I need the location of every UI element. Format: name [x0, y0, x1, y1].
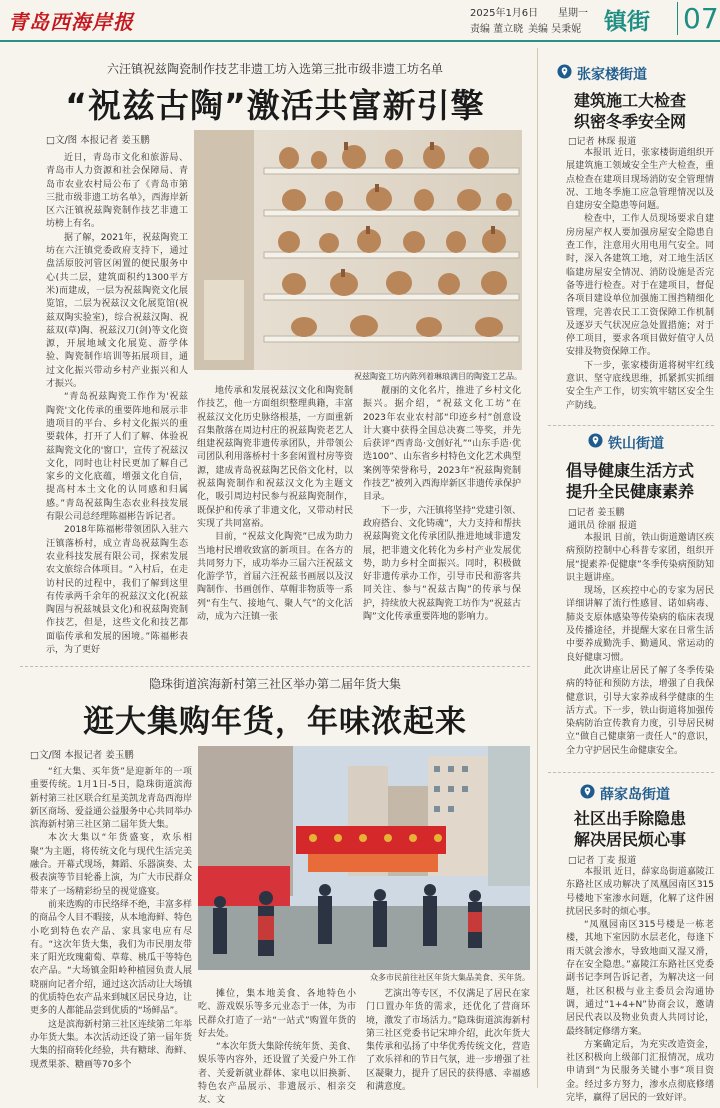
ceramics-photo — [194, 130, 522, 370]
market-photo-caption: 众多市民前往社区年货大集品美食、买年货。 — [370, 973, 530, 982]
article1-column-1 — [46, 152, 188, 662]
sidebar-separator — [548, 772, 714, 773]
paragraph: 这是滨海新村第三社区连续第二年举办年货大集。本次活动还设了第一届年货大集的招商转化经验，共有糖球、海鲜、现煮果茶、糖画等70多个 — [30, 1019, 193, 1070]
editor-credit: 责编 董立晓 — [470, 24, 524, 35]
newspaper-logo: 青岛西海岸报 — [8, 10, 134, 34]
article1-column-3 — [363, 385, 521, 660]
sidebar-headline-3: 社区出手除隐患 解决居民烦心事 — [573, 809, 686, 849]
paragraph: 目前，“祝兹文化陶瓷”已成为助力当地村民增收致富的新项目。在各方的共同努力下，成功举办三届六汪祝兹文化游学节，首届六汪祝兹书画展以及汉陶制作、书画创作、草帽非物质等一系列“有生气、接地气、聚人气”的文化活动，成为六汪镇一张 — [197, 532, 353, 623]
page-number: 07 — [677, 2, 719, 35]
ceramics-shelves-image — [194, 130, 522, 370]
paragraph: 据了解，2021年，祝兹陶瓷工坊在六汪镇党委政府支持下，通过盘活原胶河管区闲置的便民服务中心(共二层，建筑面积约1300平方米)而建成，一层为祝兹陶瓷文化展览馆，二层为祝兹汉文化展览馆(祝兹双陶实验室)，综合祝兹汉陶、祝兹双(草)陶、祝兹汉刀(剑)等文化资源，开展地域文化展览、游学体验、陶瓷制作培训等拓展项目，通过文化振兴带动乡村产业振兴和人才振兴。 — [46, 232, 188, 390]
paragraph: “本次年货大集除传统年货、美食、娱乐等内容外，还设置了关爱户外工作者、关爱新就业群体、家电以旧换新、特色农产品展示、非遗展示、相亲交友、文 — [198, 1042, 356, 1106]
article1-byline: □文/图 本报记者 姜玉鹏 — [46, 135, 150, 146]
location-pin-icon — [557, 64, 572, 79]
sidebar-byline-3: □记者 丁麦 报道 — [568, 856, 637, 866]
designer-credit: 美编 吴秉妮 — [528, 24, 582, 35]
sidebar-body-2: 本报讯 日前，铁山街道邀请区疾病预防控制中心科普专家团，组织开展“提素养·促健康”冬季传染病预防知识主题讲座。 现场，区疾控中心的专家为居民详细讲解了流行性感冒、诺如病毒、肺炎支原体感染等传染病的临床表现及传播途径，并提醒大家在日常生活中要养成勤洗手、勤通风、常运动的良好健康习惯。 此次讲座让居民了解了冬季传染病的特征和预防方法，增强了自我保健意识，引导大家养成科学健康的生活方式。下一步，铁山街道将加强传染病防治宣传教育力度，引导居民树立“做自己健康第一责任人”的意识，全力守护居民生命健康安全。 — [566, 533, 714, 756]
paragraph: 2018年陈福彬带领团队入驻六汪镇落桥村，成立青岛祝兹陶生态农业科技发展有限公司，探索发展农文旅综合体项目。“入村后，在走访村民的过程中，我们了解到这里有传承两千余年的祝兹汉文化(祝兹陶固与祝兹城县文化)和祝兹陶瓷制作技艺，但是，这些文化和技艺都面临传承和发展的困境。”陈福彬表示，为了更好 — [46, 525, 188, 655]
sidebar-separator — [548, 425, 714, 426]
sidebar-body-1: 本报讯 近日，张家楼街道组织开展建筑施工领域安全生产大检查，重点检查在建项目现场消防安全管理情况、工地冬季施工应急管理情况以及自建房安全隐患等问题。 检查中，工作人员现场要求自建房房屋产权人要加强房屋安全隐患自查工作，注意用火用电用气安全。同时，深入各建筑工地，对工地生活区临建房屋安全情况、消防设施是否完备等进行检查。对于在建项目，督促各项目建设单位加强施工围挡精细化管理，完善农民工工资保障工作机制及逐岁天气状况应急处置措施；对于停工项目，要求各项目做好值守人员安排及物资保障工作。 下一步，张家楼街道将树牢红线意识、坚守底线思维，抓紧抓实抓细安全生产工作，切实筑牢辖区安全生产防线。 — [566, 148, 714, 411]
paragraph: 靓丽的文化名片，推进了乡村文化振兴。据介绍，“祝兹文化工坊”在2023年农业农村部“印迹乡村”创意设计大赛中获得全国总决赛二等奖，并先后获评“西青岛·文创好礼”“山东手造·优选100”、山东省乡村特色文化艺术典型案例等荣誉称号，2023年“祝兹陶瓷制作技艺”被列入西海岸新区非遗传承保护目录。 — [363, 386, 521, 503]
sidebar-street-tieshan — [608, 433, 664, 453]
sidebar-street-zhangjialou — [577, 64, 647, 84]
masthead — [0, 0, 720, 42]
market-photo — [198, 746, 530, 970]
article2-column-3 — [366, 988, 530, 1093]
article2-kicker: 隐珠街道滨海新村第三社区举办第二届年货大集 — [148, 677, 401, 691]
paragraph: 地传承和发展祝兹汉文化和陶瓷制作技艺，他一方面组织整理典籍，丰富祝兹汉文化历史脉络根基，一方面重新召集散落在周边村庄的祝兹陶瓷老艺人组建祝兹陶瓷非遗传承团队，并带领公司团队利用落桥村十多套闲置村房等资源，建成青岛祝兹陶艺民俗文化村，以祝兹陶瓷制作和祝兹汉文化为主题文化，吸引周边村民参与祝兹陶瓷制作，既保护和传承了非遗文化，又带动村民实现了共同富裕。 — [197, 386, 353, 529]
article2-column-1 — [30, 766, 192, 1090]
paragraph: 前来选购的市民络绎不绝，丰富多样的商品令人目不暇接，从本地海鲜、特色小吃到特色农产品、家具家电应有尽有。“这次年货大集，我们为市民朋友带来了阳光玫瑰葡萄、草莓、桃瓜干等特色农产品。“大场镇金阳岭种植园负责人展晓丽向记者介绍，通过这次活动让大场镇的优质特色农产品来到城区居民身边，让更多的人都能品尝到优质的“场鲜品”。 — [30, 899, 193, 1017]
issue-weekday: 星期一 — [558, 8, 588, 19]
sidebar-byline-2a: □记者 姜玉鹏 — [568, 508, 625, 518]
section-title: 镇街 — [604, 9, 650, 35]
new-year-market-image — [198, 746, 530, 970]
paragraph: “红大集、买年货”是迎新年的一项重要传统。1月1日-5日，隐珠街道滨海新村第三社区联合红星美凯龙青岛西海岸新区商场、爱益通公益服务中心共同举办滨海新村第三社区第二届年货大集。 — [30, 767, 193, 831]
paragraph: 下一步，六汪镇将坚持“党建引领、政府搭台、文化铸魂”，大力支持和帮扶祝兹陶瓷文化传承团队推进地域非遗发展，把非遗文化转化为乡村产业发展优势，助力乡村全面振兴。同时，积极做好非遗传承办工作，引导市民和游客共同关注、参与“祝兹古陶”的传承与保护，持续放大祝兹陶瓷工坊作为“祝兹古陶”文化传承重要阵地的影响力。 — [363, 505, 521, 623]
article2-headline: 逛大集购年货，年味浓起来 — [83, 704, 467, 740]
sidebar-byline-2b: 通讯员 徐丽 报道 — [568, 521, 637, 531]
ceramics-photo-caption: 祝兹陶瓷工坊内陈列着琳琅满目的陶瓷工艺品。 — [354, 372, 522, 381]
article1-kicker: 六汪镇祝兹陶瓷制作技艺非遗工坊入选第三批市级非遗工坊名单 — [106, 62, 443, 76]
paragraph: 近日，青岛市文化和旅游局、青岛市人力资源和社会保障局、青岛市农业农村局公布了《青岛市第三批市级非遗工坊名单》，西海岸新区六汪镇祝兹陶瓷制作技艺非遗工坊榜上有名。 — [46, 153, 188, 230]
street-name: 铁山街道 — [608, 436, 664, 452]
street-name: 薛家岛街道 — [600, 787, 670, 803]
sidebar-byline-1: □记者 林琛 报道 — [568, 137, 637, 147]
paragraph: 摊位，集本地美食、各地特色小吃、游戏娱乐等多元业态于一体，为市民群众打造了一站“一站式”购置年货的好去处。 — [198, 989, 356, 1039]
issue-date: 2025年1月6日 — [470, 8, 539, 19]
sidebar-street-xuejiadao — [600, 784, 670, 804]
article2-byline: □文/图 本报记者 姜玉鹏 — [30, 750, 134, 761]
sidebar-body-3: 本报讯 近日，薛家岛街道嘉陵江东路社区成功解决了凤凰园南区315号楼地下室渗水问题，化解了这件困扰居民多时的烦心事。 “凤凰园南区315号楼是一栋老楼，其地下室因防水层老化，每逢下雨天就会渗水，导致地面又湿又滑，存在安全隐患。”嘉陵江东路社区党委副书记李珂告诉记者，为解决这一问题，社区积极与业主委员会沟通协调，通过“1+4+N”协商会议，邀请居民代表以及物业负责人共同讨论，最终制定修缮方案。 方案确定后，为充实改造资金，社区积极向上级部门汇报情况，成功申请到“为民服务关键小事”项目资金。经过多方努力，渗水点彻底修缮完毕，赢得了居民的一致好评。 — [566, 867, 714, 1104]
paragraph: 本次大集以“年货盛宴，欢乐相聚”为主题，将传统文化与现代生活完美融合。开幕式现场，舞蹈、乐器演奏、太极表演等节目轮番上演，为广大市民群众带来了一场精彩纷呈的视觉盛宴。 — [30, 833, 193, 897]
column-divider — [537, 48, 538, 1088]
street-name: 张家楼街道 — [577, 67, 647, 83]
paragraph: “青岛祝兹陶瓷工作作为'祝兹陶瓷'文化传承的重要阵地和展示非遗项目的平台、乡村文化振兴的重要载体，打开了人们了解、体验祝兹陶瓷文化的'窗口'，宣传了祝兹汉文化，同时也让村民更加了解自己家乡的文化底蕴，增强文化自信，提高村本土文化的认同感和归属感。”青岛祝兹陶生态农业科技发展有限公司总经理陈福彬告诉记者。 — [46, 392, 188, 523]
paragraph: 艺演出等专区，不仅满足了居民在家门口置办年货的需求，还优化了营商环境，激发了市场活力。”隐珠街道滨海新村第三社区党委书记宋坤介绍，此次年货大集传承和弘扬了中华优秀传统文化，营造了欢乐祥和的节日气氛，进一步增强了社区凝聚力，提升了居民的获得感、幸福感和满意度。 — [366, 989, 530, 1093]
location-pin-icon — [580, 784, 595, 799]
sidebar-headline-1: 建筑施工大检查 织密冬季安全网 — [573, 91, 686, 131]
sidebar-headline-2: 倡导健康生活方式 提升全民健康素养 — [565, 461, 694, 501]
article2-column-2 — [198, 988, 356, 1106]
article-separator — [20, 666, 530, 667]
location-pin-icon — [588, 433, 603, 448]
article1-column-2 — [197, 385, 353, 660]
article1-headline: “祝兹古陶”激活共富新引擎 — [65, 86, 485, 125]
